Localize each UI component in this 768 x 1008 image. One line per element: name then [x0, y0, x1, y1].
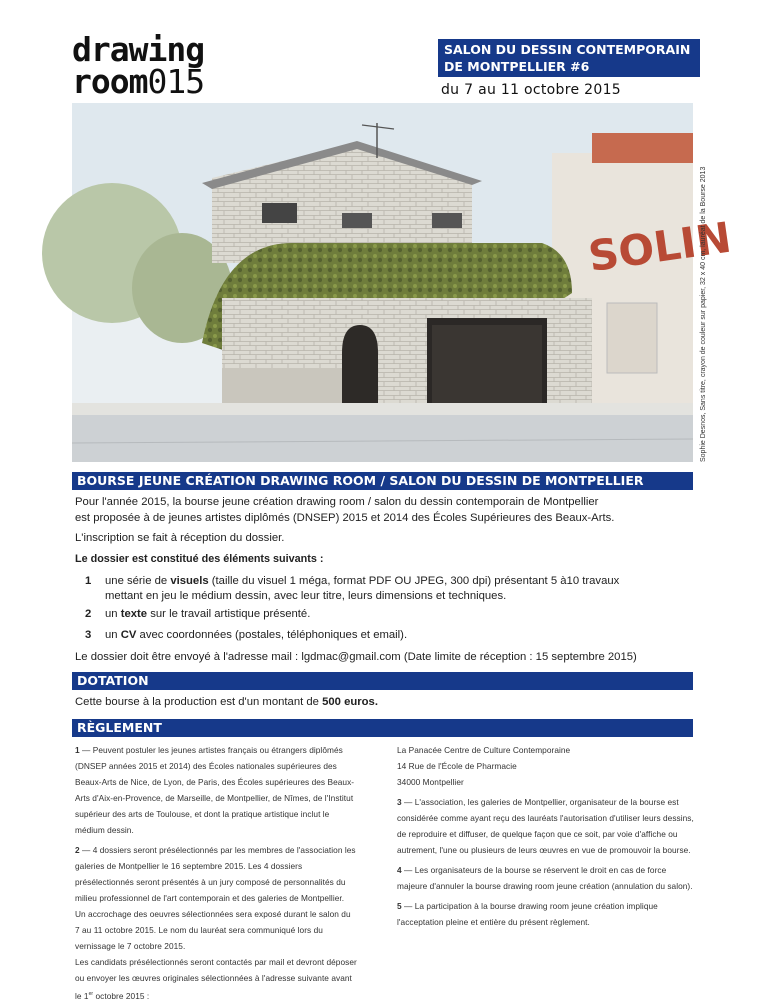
article-text: — 4 dossiers seront présélectionnés par les membres de l'association les galeries de Montpellier le 16 septembre 2015. Les 4 dossiers présélectionnés seront présentés à un jury composé de personnalités du milieu professionnel de l'art contemporain et des galeries de Montpellier. Un accrochage des oeuvres sélectionnées sera exposé durant le salon du 7 au 11 octobre 2015. Le nom du lauréat sera communiqué lors du vernissage le 7 octobre 2015. [75, 845, 356, 951]
event-dates: du 7 au 11 octobre 2015 [441, 82, 621, 98]
reglement-article [75, 842, 357, 954]
reglement-article [397, 794, 695, 858]
ordinal-suffix: er [88, 991, 94, 997]
salon-title-line-1: SALON DU DESSIN CONTEMPORAIN [444, 42, 691, 57]
list-item-continuation: mettant en jeu le médium dessin, avec leur titre, leurs dimensions et techniques. [105, 590, 507, 602]
logo-number: 015 [147, 62, 205, 101]
article-text: Les candidats présélectionnés seront contactés par mail et devront déposer ou envoyer les œuvres originales sélectionnées à l'adresse suivante avant le 1 [75, 957, 357, 1001]
list-item-text: une série de [105, 575, 171, 587]
article-number: 3 [397, 797, 402, 807]
article-text: octobre 2015 : [93, 990, 150, 1001]
bourse-intro-line-1: Pour l'année 2015, la bourse jeune création drawing room / salon du dessin contemporain de Montpellier [75, 496, 599, 508]
reglement-heading: RÈGLEMENT [72, 719, 693, 737]
dotation-text-body: Cette bourse à la production est d'un montant de [75, 696, 323, 708]
list-item-bold: visuels [170, 575, 209, 587]
address-line: 14 Rue de l'École de Pharmacie [397, 761, 517, 771]
salon-title-line-2: DE MONTPELLIER #6 [444, 59, 590, 74]
logo-line-1: drawing [72, 30, 205, 69]
reglement-article [75, 742, 357, 838]
dossier-title: Le dossier est constitué des éléments suivants : [75, 553, 324, 565]
list-item [85, 573, 619, 589]
reglement-article [397, 898, 695, 930]
list-item [85, 627, 407, 643]
list-item [85, 606, 310, 622]
reglement-article [397, 862, 695, 894]
article-text: — Peuvent postuler les jeunes artistes français ou étrangers diplômés (DNSEP années 2015 et 2014) des Écoles nationales supérieures des Beaux-Arts de Nice, de Lyon, de Paris, des Écoles supérieures des Beaux-Arts d'Aix-en-Provence, de Marseille, de Montpellier, de Nîmes, de l'Institut supérieur des arts de Toulouse, et dont la pratique artistique inclut le médium dessin. [75, 745, 355, 835]
reglement-left-column [75, 742, 357, 1008]
artwork-credit: Sophie Desnos, Sans titre, crayon de couleur sur papier, 32 x 40 cm, lauréat de la Bourse 2013 [700, 166, 707, 462]
article-number: 2 [75, 845, 80, 855]
list-item-number: 3 [85, 629, 92, 641]
list-item-number: 1 [85, 575, 92, 587]
list-item-number: 2 [85, 608, 92, 620]
list-item-text: sur le travail artistique présenté. [147, 608, 311, 620]
list-item-text: un [105, 629, 121, 641]
list-item-bold: CV [120, 629, 137, 641]
list-item-text: avec coordonnées (postales, téléphoniques et email). [136, 629, 408, 641]
address-line: La Panacée Centre de Culture Contemporaine [397, 745, 571, 755]
article-number: 1 [75, 745, 80, 755]
article-text: — La participation à la bourse drawing room jeune création implique l'acceptation pleine et entière du présent règlement. [397, 901, 658, 927]
article-text: — Les organisateurs de la bourse se réservent le droit en cas de force majeure d'annuler la bourse drawing room jeune création (annulation du salon). [397, 865, 693, 891]
list-item-text: un [105, 608, 121, 620]
dotation-heading: DOTATION [72, 672, 693, 690]
wall-graffiti: SOLIN [585, 212, 735, 282]
reglement-article-extra [75, 954, 357, 1004]
logo-line-2 [72, 62, 205, 101]
article-number: 4 [397, 865, 402, 875]
salon-title-box [438, 39, 700, 77]
list-item-bold: texte [120, 608, 148, 620]
dotation-text [75, 694, 378, 710]
reglement-right-column [397, 742, 695, 934]
inscription-text: L'inscription se fait à réception du dossier. [75, 532, 285, 544]
bourse-heading: BOURSE JEUNE CRÉATION DRAWING ROOM / SALON DU DESSIN DE MONTPELLIER [72, 472, 693, 490]
dotation-amount: 500 euros. [322, 696, 378, 708]
bourse-intro-line-2: est proposée à de jeunes artistes diplômés (DNSEP) 2015 et 2014 des Écoles Supérieures des Beaux-Arts. [75, 512, 615, 524]
address-line: 34000 Montpellier [397, 777, 464, 787]
logo-word-room: room [72, 62, 148, 101]
list-item-text: (taille du visuel 1 méga, format PDF OU JPEG, 300 dpi) présentant 5 à10 travaux [208, 575, 620, 587]
drawing-room-logo [72, 30, 205, 101]
delivery-address [397, 742, 695, 790]
article-text: — L'association, les galeries de Montpellier, organisateur de la bourse est considérée comme ayant reçu des lauréats l'autorisation d'utiliser leurs dessins, de reproduire et diffuser, de quelque façon que ce soit, par voie d'affiche ou autrement, l'une ou plusieurs de leurs œuvres en vue de promouvoir la bourse. [397, 797, 694, 855]
envoi-text: Le dossier doit être envoyé à l'adresse mail : lgdmac@gmail.com (Date limite de réception : 15 septembre 2015) [75, 651, 637, 663]
article-number: 5 [397, 901, 402, 911]
